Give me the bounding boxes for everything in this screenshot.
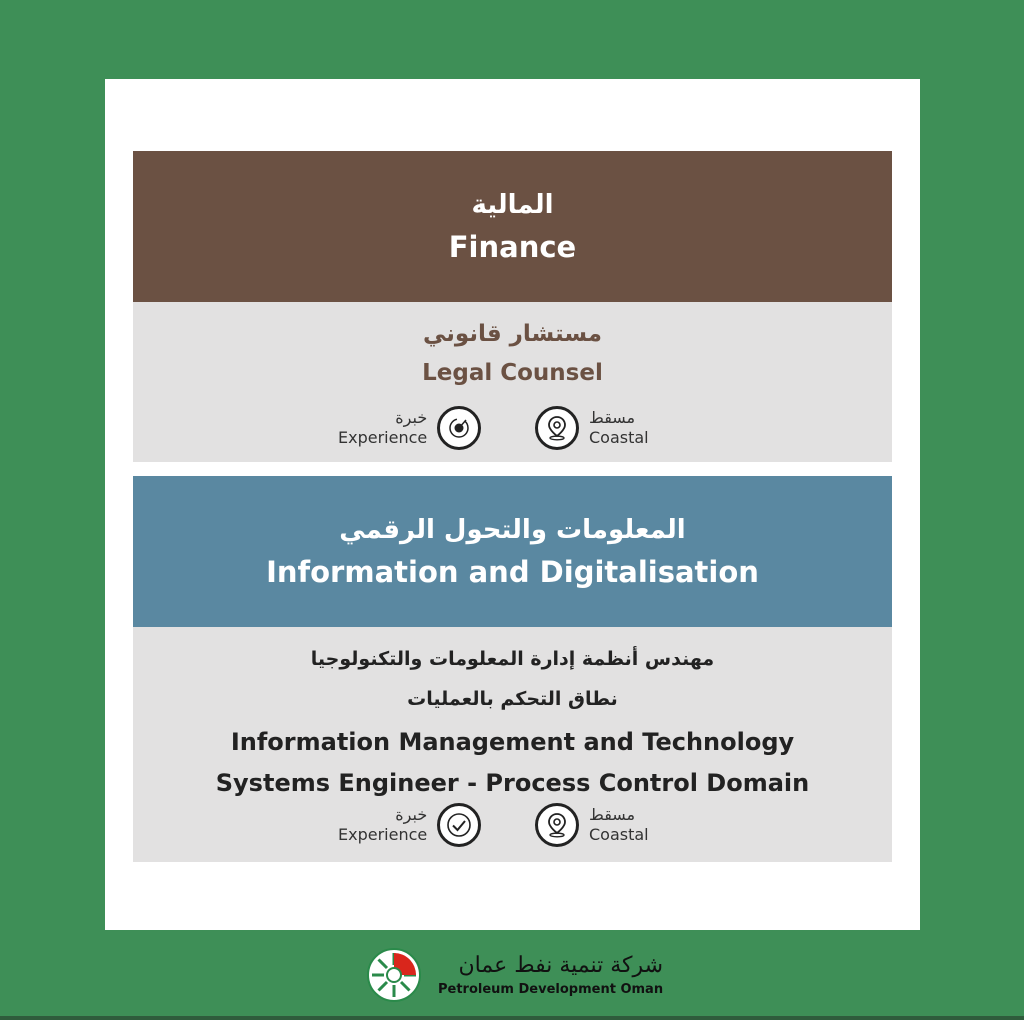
target-icon — [437, 406, 481, 450]
job-card-imt-systems-engineer[interactable] — [133, 627, 892, 862]
experience-label-en: Experience — [338, 825, 428, 844]
location-label-en: Coastal — [589, 825, 649, 844]
pdo-logo-icon — [366, 947, 422, 1003]
job-card-legal-counsel[interactable] — [133, 302, 892, 462]
experience-label-ar: خبرة — [395, 805, 428, 824]
company-name-ar: شركة تنمية نفط عمان — [458, 953, 664, 978]
location-label-ar: مسقط — [589, 408, 636, 427]
job-title-en-line2: Systems Engineer - Process Control Domain — [215, 769, 810, 797]
job-title-ar: مستشار قانوني — [423, 321, 602, 347]
job-meta-row — [133, 799, 892, 851]
location-meta — [535, 402, 649, 454]
experience-meta — [338, 799, 481, 851]
section-header-information-digitalisation — [133, 476, 892, 627]
job-title-ar-line1: مهندس أنظمة إدارة المعلومات والتكنولوجيا — [310, 648, 715, 670]
section-header-finance — [133, 151, 892, 302]
job-title-en: Legal Counsel — [422, 360, 603, 386]
company-logo — [366, 947, 663, 1003]
location-pin-icon — [535, 803, 579, 847]
section-title-en: Information and Digitalisation — [266, 554, 759, 589]
section-title-ar: المعلومات والتحول الرقمي — [339, 514, 686, 545]
job-listing-card — [105, 79, 920, 930]
company-name-en: Petroleum Development Oman — [438, 982, 664, 997]
job-meta-row — [133, 402, 892, 454]
location-label-en: Coastal — [589, 428, 649, 447]
section-title-en: Finance — [448, 229, 577, 264]
checkmark-icon — [437, 803, 481, 847]
bottom-border — [0, 1016, 1024, 1020]
experience-label-ar: خبرة — [395, 408, 428, 427]
job-title-ar-line2: نطاق التحكم بالعمليات — [407, 688, 618, 710]
section-title-ar: المالية — [471, 189, 554, 220]
experience-label-en: Experience — [338, 428, 428, 447]
location-pin-icon — [535, 406, 579, 450]
job-title-en-line1: Information Management and Technology — [230, 728, 795, 756]
location-meta — [535, 799, 649, 851]
location-label-ar: مسقط — [589, 805, 636, 824]
experience-meta — [338, 402, 481, 454]
